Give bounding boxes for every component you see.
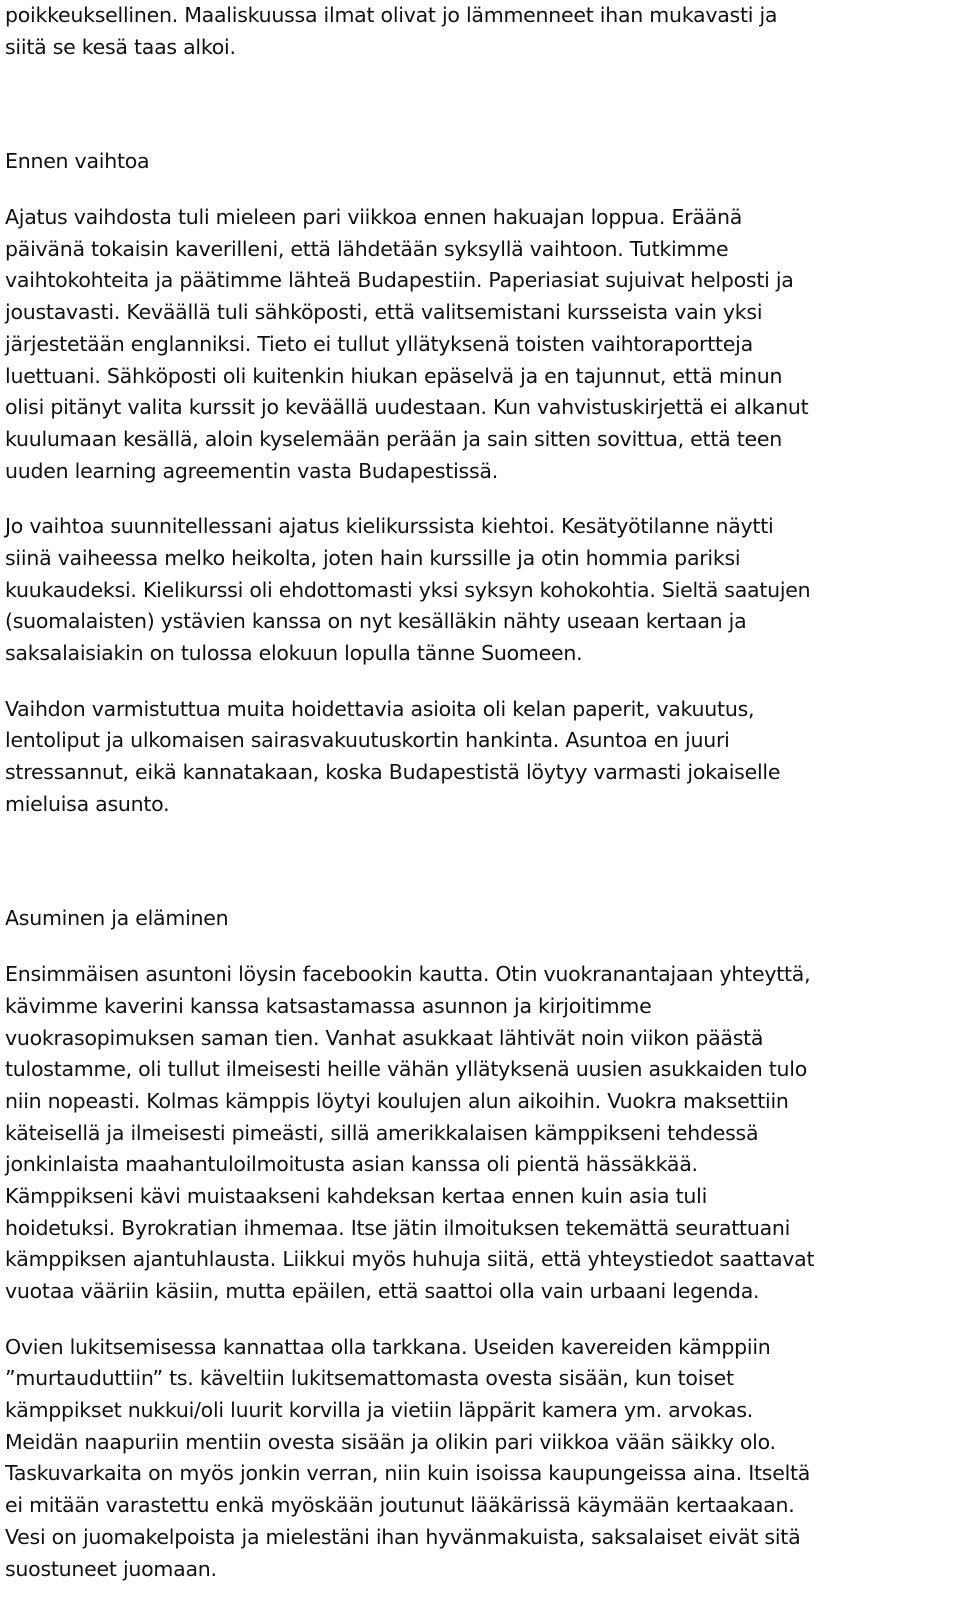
text-line: Jo vaihtoa suunnitellessani ajatus kielikurssista kiehtoi. Kesätyötilanne näytti	[5, 514, 774, 539]
text-line: Vesi on juomakelpoista ja mielestäni ihan hyvänmakuista, saksalaiset eivät sitä	[5, 1524, 801, 1549]
text-line: vaihtokohteita ja päätimme lähteä Budapestiin. Paperiasiat sujuivat helposti ja	[5, 268, 794, 293]
text-line: poikkeuksellinen. Maaliskuussa ilmat olivat jo lämmenneet ihan mukavasti ja	[5, 3, 778, 27]
paragraph	[5, 694, 953, 821]
text-line: niin nopeasti. Kolmas kämppis löytyi koulujen alun aikoihin. Vuokra maksettiin	[5, 1088, 789, 1113]
text-line: jonkinlaista maahantuloilmoitusta asian kanssa oli pientä hässäkkää.	[5, 1152, 698, 1177]
paragraph	[5, 511, 953, 669]
section-heading: Asuminen ja eläminen	[5, 906, 229, 931]
section-heading: Ennen vaihtoa	[5, 149, 150, 174]
text-line: siinä vaiheessa melko heikolta, joten hain kurssille ja otin hommia pariksi	[5, 545, 741, 570]
text-line: Ensimmäisen asuntoni löysin facebookin kautta. Otin vuokranantajaan yhteyttä,	[5, 962, 811, 987]
text-line: vuotaa vääriin käsiin, mutta epäilen, että saattoi olla vain urbaani legenda.	[5, 1279, 760, 1303]
text-line: lentoliput ja ulkomaisen sairasvakuutuskortin hankinta. Asuntoa en juuri	[5, 728, 730, 753]
paragraph	[5, 959, 953, 1308]
text-line: stressannut, eikä kannatakaan, koska Budapestistä löytyy varmasti jokaiselle	[5, 760, 781, 785]
paragraph	[5, 1332, 953, 1586]
text-line: suostuneet juomaan.	[5, 1556, 217, 1581]
text-line: hoidetuksi. Byrokratian ihmemaa. Itse jätin ilmoituksen tekemättä seurattuani	[5, 1215, 791, 1240]
text-line: kämppiksen ajantuhlausta. Liikkui myös huhuja siitä, että yhteystiedot saattavat	[5, 1247, 815, 1272]
intro-paragraph	[5, 0, 953, 63]
text-line: vuokrasopimuksen saman tien. Vanhat asukkaat lähtivät noin viikon päästä	[5, 1025, 764, 1050]
text-line: Meidän naapuriin mentiin ovesta sisään ja olikin pari viikkoa vään säikky olo.	[5, 1429, 776, 1454]
paragraph	[5, 202, 953, 487]
text-line: Vaihdon varmistuttua muita hoidettavia asioita oli kelan paperit, vakuutus,	[5, 696, 755, 721]
text-line: kuulumaan kesällä, aloin kyselemään perään ja sain sitten sovittua, että teen	[5, 426, 782, 451]
text-line: Ovien lukitsemisessa kannattaa olla tarkkana. Useiden kavereiden kämppiin	[5, 1334, 771, 1359]
text-line: päivänä tokaisin kaverilleni, että lähdetään syksyllä vaihtoon. Tutkimme	[5, 236, 729, 261]
text-line: ”murtauduttiin” ts. käveltiin lukitsemattomasta ovesta sisään, kun toiset	[5, 1366, 734, 1391]
text-line: kämppikset nukkui/oli luurit korvilla ja vietiin läppärit kamera ym. arvokas.	[5, 1398, 754, 1423]
text-line: Kämppikseni kävi muistaakseni kahdeksan kertaa ennen kuin asia tuli	[5, 1183, 708, 1208]
text-line: mieluisa asunto.	[5, 791, 170, 816]
text-line: kävimme kaverini kanssa katsastamassa asunnon ja kirjoitimme	[5, 993, 652, 1018]
text-line: joustavasti. Keväällä tuli sähköposti, että valitsemistani kursseista vain yksi	[5, 300, 763, 325]
text-line: kuukaudeksi. Kielikurssi oli ehdottomasti yksi syksyn kohokohtia. Sieltä saatujen	[5, 577, 811, 602]
text-line: luettuani. Sähköposti oli kuitenkin hiukan epäselvä ja en tajunnut, että minun	[5, 363, 783, 388]
section-ennen-vaihtoa	[5, 146, 953, 820]
text-line: tulostamme, oli tullut ilmeisesti heille vähän yllätyksenä uusien asukkaiden tulo	[5, 1057, 808, 1082]
text-line: Taskuvarkaita on myös jonkin verran, niin kuin isoissa kaupungeissa aina. Itseltä	[5, 1461, 811, 1486]
document-page	[5, 0, 953, 1585]
text-line: käteisellä ja ilmeisesti pimeästi, sillä amerikkalaisen kämppikseni tehdessä	[5, 1120, 759, 1145]
text-line: järjestetään englanniksi. Tieto ei tullut yllätyksenä toisten vaihtoraportteja	[5, 331, 753, 356]
text-line: olisi pitänyt valita kurssit jo keväällä uudestaan. Kun vahvistuskirjettä ei alkanut	[5, 395, 809, 420]
text-line: Ajatus vaihdosta tuli mieleen pari viikkoa ennen hakuajan loppua. Eräänä	[5, 205, 743, 230]
section-asuminen-ja-elaminen	[5, 903, 953, 1585]
text-line: (suomalaisten) ystävien kanssa on nyt kesälläkin nähty useaan kertaan ja	[5, 609, 747, 634]
text-line: siitä se kesä taas alkoi.	[5, 34, 236, 59]
text-line: saksalaisiakin on tulossa elokuun lopulla tänne Suomeen.	[5, 641, 583, 665]
text-line: uuden learning agreementin vasta Budapestissä.	[5, 458, 498, 483]
text-line: ei mitään varastettu enkä myöskään joutunut lääkärissä käymään kertaakaan.	[5, 1493, 795, 1518]
